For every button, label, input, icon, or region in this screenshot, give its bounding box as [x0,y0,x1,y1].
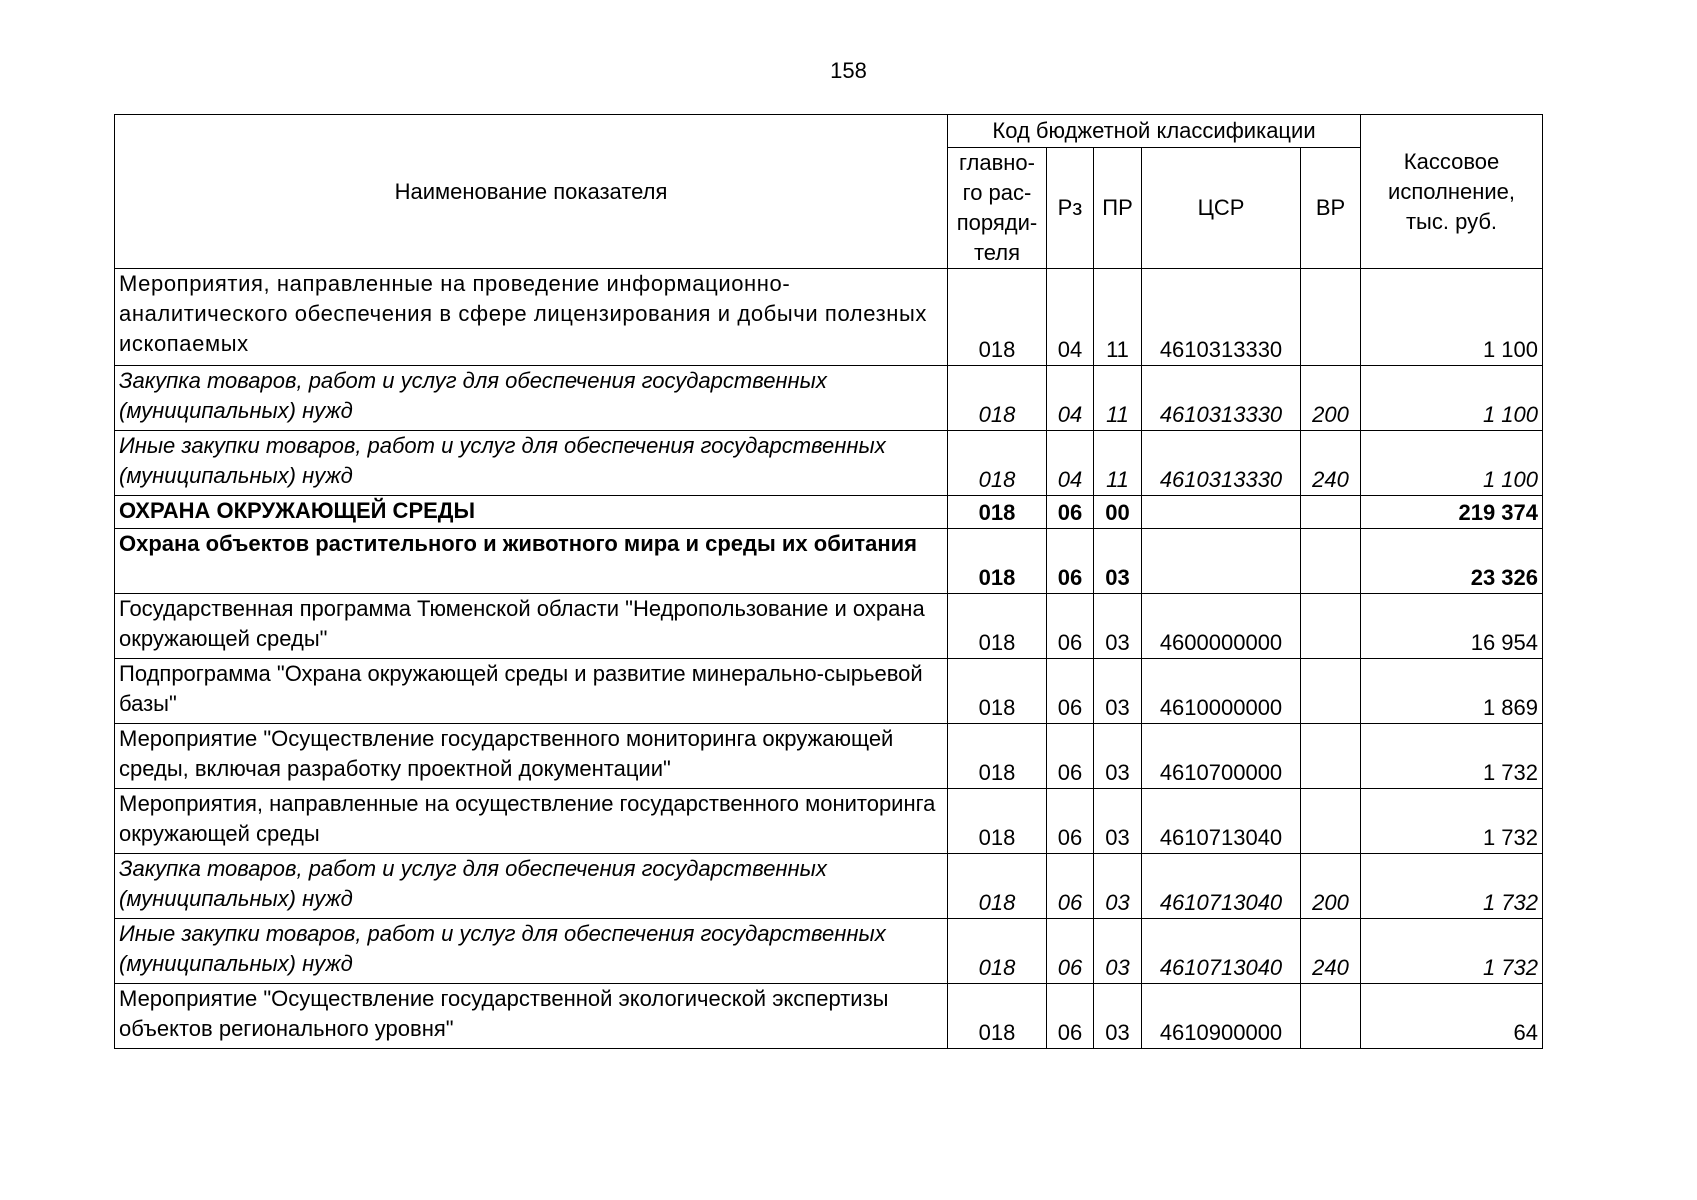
table-row [115,789,1543,854]
row-section: 06 [1047,529,1094,594]
row-target-article: 4610313330 [1142,366,1301,431]
row-section: 06 [1047,496,1094,529]
row-chief-administrator: 018 [948,659,1047,724]
header-chief-administrator [948,148,1047,269]
row-chief-administrator: 018 [948,789,1047,854]
row-section: 06 [1047,919,1094,984]
row-expense-type [1301,529,1361,594]
row-target-article: 4610900000 [1142,984,1301,1049]
row-subsection: 03 [1094,984,1142,1049]
row-amount: 1 732 [1361,724,1543,789]
row-subsection: 00 [1094,496,1142,529]
row-amount: 1 100 [1361,431,1543,496]
table-row [115,496,1543,529]
row-amount: 1 732 [1361,854,1543,919]
table-row [115,984,1543,1049]
row-target-article: 4610313330 [1142,431,1301,496]
header-chief-administrator-line: го рас- [962,180,1032,205]
row-subsection: 03 [1094,659,1142,724]
row-chief-administrator: 018 [948,854,1047,919]
row-subsection: 03 [1094,594,1142,659]
row-subsection: 03 [1094,529,1142,594]
row-expense-type [1301,269,1361,366]
row-target-article: 4610713040 [1142,919,1301,984]
row-amount: 1 100 [1361,366,1543,431]
row-amount: 1 732 [1361,789,1543,854]
header-cash-execution-line: Кассовое [1403,148,1500,174]
row-expense-type [1301,984,1361,1049]
row-chief-administrator: 018 [948,496,1047,529]
page-number: 158 [830,58,867,83]
row-section: 06 [1047,789,1094,854]
table-row [115,659,1543,724]
row-name: ОХРАНА ОКРУЖАЮЩЕЙ СРЕДЫ [115,496,948,529]
table-row [115,724,1543,789]
row-name: Подпрограмма "Охрана окружающей среды и развитие минерально-сырьевой базы" [115,659,948,724]
row-name: Мероприятия, направленные на проведение информационно-аналитического обеспечения в сфере лицензирования и добычи полезных ископаемых [115,269,948,366]
row-amount: 219 374 [1361,496,1543,529]
row-subsection: 03 [1094,724,1142,789]
row-section: 06 [1047,659,1094,724]
row-name: Закупка товаров, работ и услуг для обеспечения государственных (муниципальных) нужд [115,854,948,919]
budget-execution-table [114,114,1543,1049]
row-section: 06 [1047,724,1094,789]
row-target-article: 4600000000 [1142,594,1301,659]
row-expense-type [1301,496,1361,529]
row-expense-type: 240 [1301,431,1361,496]
table-row [115,431,1543,496]
table-row [115,919,1543,984]
row-name: Мероприятия, направленные на осуществление государственного мониторинга окружающей среды [115,789,948,854]
row-amount: 1 869 [1361,659,1543,724]
header-section: Рз [1047,148,1094,269]
row-chief-administrator: 018 [948,269,1047,366]
row-target-article [1142,496,1301,529]
row-name: Иные закупки товаров, работ и услуг для обеспечения государственных (муниципальных) нужд [115,431,948,496]
row-name: Закупка товаров, работ и услуг для обеспечения государственных (муниципальных) нужд [115,366,948,431]
header-chief-administrator-line: главно- [958,150,1035,175]
row-subsection: 03 [1094,919,1142,984]
header-indicator-name: Наименование показателя [115,115,948,269]
row-name: Государственная программа Тюменской области "Недропользование и охрана окружающей среды" [115,594,948,659]
row-expense-type: 200 [1301,854,1361,919]
row-name: Охрана объектов растительного и животного мира и среды их обитания [115,529,948,594]
row-chief-administrator: 018 [948,366,1047,431]
row-section: 06 [1047,594,1094,659]
row-expense-type: 240 [1301,919,1361,984]
table-body [115,269,1543,1049]
row-target-article: 4610700000 [1142,724,1301,789]
header-target-article: ЦСР [1142,148,1301,269]
row-chief-administrator: 018 [948,919,1047,984]
table-row [115,366,1543,431]
header-cash-execution-line: исполнение, [1388,178,1515,204]
row-expense-type [1301,594,1361,659]
row-amount: 64 [1361,984,1543,1049]
row-target-article: 4610000000 [1142,659,1301,724]
row-section: 04 [1047,366,1094,431]
row-amount: 23 326 [1361,529,1543,594]
table-row [115,594,1543,659]
header-chief-administrator-line: поряди- [956,210,1038,235]
row-amount: 1 100 [1361,269,1543,366]
row-section: 06 [1047,854,1094,919]
row-target-article: 4610713040 [1142,854,1301,919]
header-expense-type: ВР [1301,148,1361,269]
row-section: 06 [1047,984,1094,1049]
row-subsection: 11 [1094,431,1142,496]
table-row [115,529,1543,594]
header-cash-execution-line: тыс. руб. [1405,208,1498,234]
row-amount: 1 732 [1361,919,1543,984]
row-name: Мероприятие "Осуществление государственного мониторинга окружающей среды, включая разработку проектной документации" [115,724,948,789]
row-target-article: 4610313330 [1142,269,1301,366]
row-expense-type [1301,789,1361,854]
row-target-article: 4610713040 [1142,789,1301,854]
row-expense-type [1301,659,1361,724]
row-chief-administrator: 018 [948,594,1047,659]
row-chief-administrator: 018 [948,431,1047,496]
table-row [115,269,1543,366]
row-expense-type [1301,724,1361,789]
row-subsection: 11 [1094,366,1142,431]
row-expense-type: 200 [1301,366,1361,431]
row-name: Иные закупки товаров, работ и услуг для обеспечения государственных (муниципальных) нужд [115,919,948,984]
header-chief-administrator-line: теля [973,240,1021,265]
row-section: 04 [1047,269,1094,366]
row-subsection: 03 [1094,789,1142,854]
row-section: 04 [1047,431,1094,496]
row-chief-administrator: 018 [948,724,1047,789]
row-target-article [1142,529,1301,594]
header-cash-execution [1361,115,1543,269]
row-name: Мероприятие "Осуществление государственной экологической экспертизы объектов регионального уровня" [115,984,948,1049]
table-row [115,854,1543,919]
row-subsection: 11 [1094,269,1142,366]
row-subsection: 03 [1094,854,1142,919]
row-chief-administrator: 018 [948,529,1047,594]
row-amount: 16 954 [1361,594,1543,659]
header-classification-code: Код бюджетной классификации [948,115,1361,148]
header-subsection: ПР [1094,148,1142,269]
row-chief-administrator: 018 [948,984,1047,1049]
